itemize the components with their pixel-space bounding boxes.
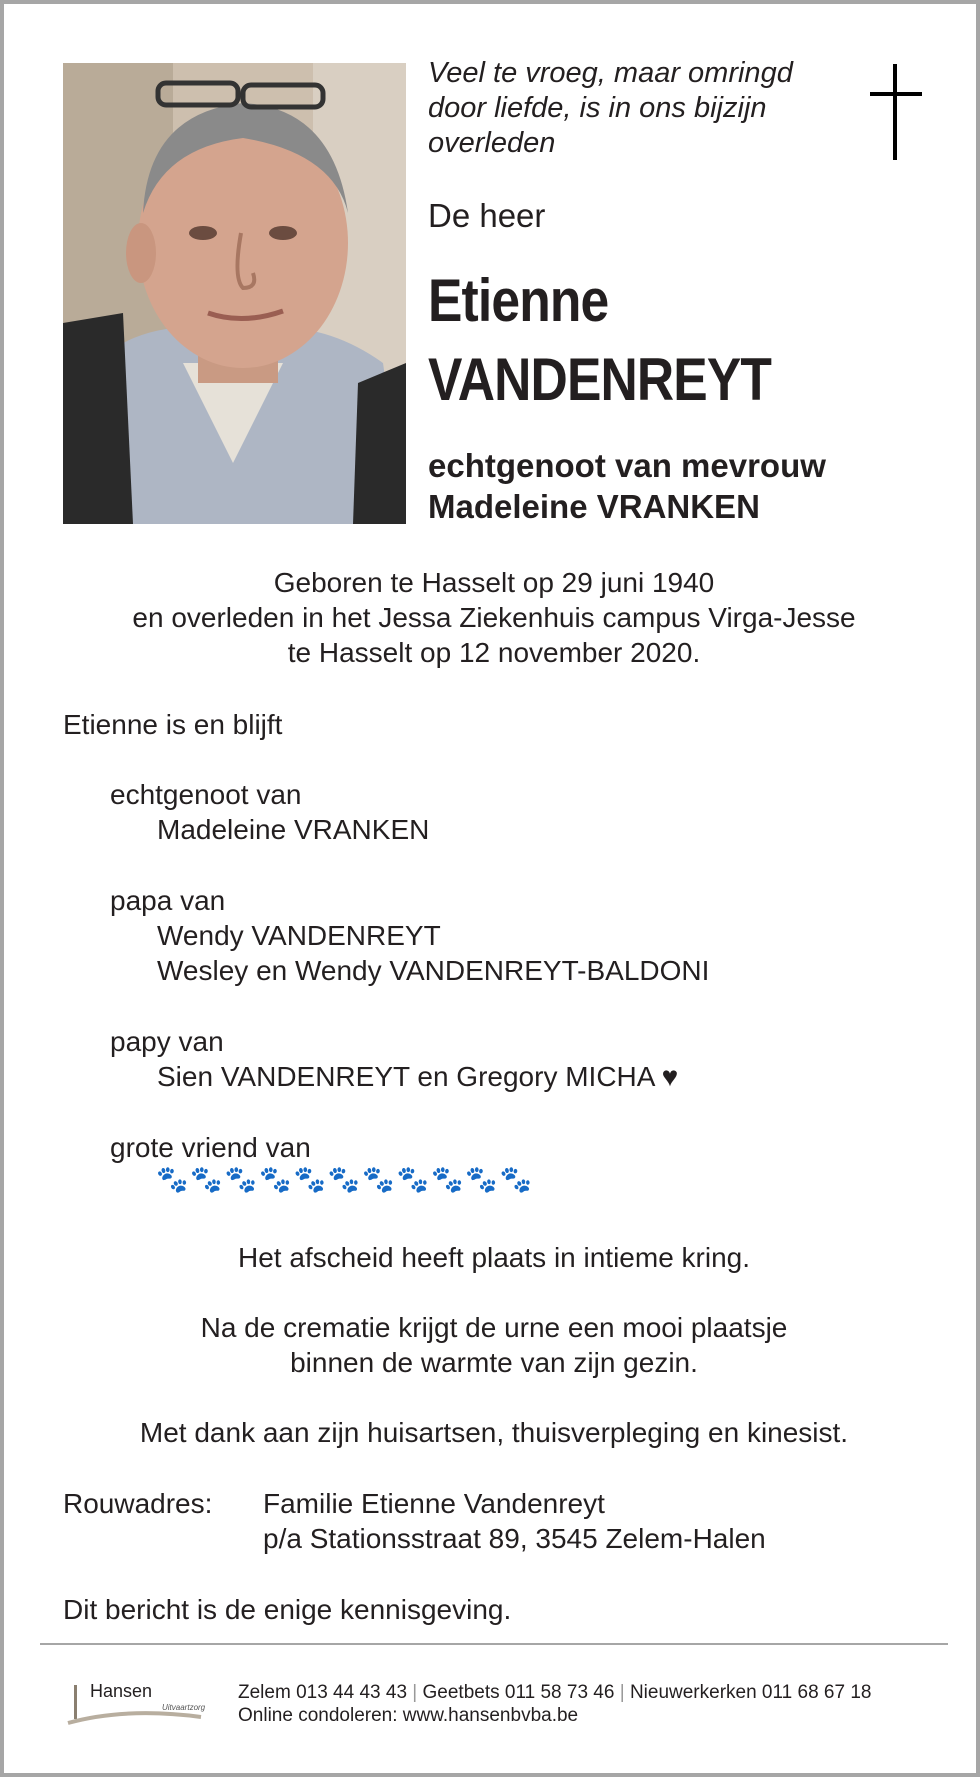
spouse-label: echtgenoot van <box>110 779 302 810</box>
spouse-line: Madeleine VRANKEN <box>428 488 760 525</box>
thanks-text: Met dank aan zijn huisartsen, thuisverpleging en kinesist. <box>139 1417 849 1448</box>
footer-separator: | <box>412 1682 418 1703</box>
intro-line: Veel te vroeg, maar omringd <box>428 57 793 89</box>
logo-name: Hansen <box>90 1681 153 1701</box>
phone-nieuwerkerken: Nieuwerkerken 011 68 67 18 <box>629 1682 872 1703</box>
honorific: De heer <box>428 197 546 234</box>
phone-geetbets: Geetbets 011 58 73 46 <box>422 1682 615 1703</box>
birth-death-info <box>63 565 925 670</box>
children-label: papa van <box>110 885 226 916</box>
grandchildren-names: Sien VANDENREYT en Gregory MICHA ♥ <box>157 1061 679 1092</box>
death-place-line: te Hasselt op 12 november 2020. <box>287 637 701 668</box>
portrait-illustration <box>63 63 406 524</box>
notice-text: Dit bericht is de enige kennisgeving. <box>63 1594 512 1625</box>
child-name: Wendy VANDENREYT <box>157 920 441 951</box>
spouse-heading <box>428 445 826 527</box>
cremation-text <box>63 1310 925 1380</box>
last-name: VANDENREYT <box>428 346 772 413</box>
cross-icon <box>866 64 926 164</box>
birth-line: Geboren te Hasselt op 29 juni 1940 <box>273 567 715 598</box>
logo-subtitle: Uitvaartzorg <box>162 1703 206 1712</box>
footer-separator: | <box>619 1682 625 1703</box>
intro-line: door liefde, is in ons bijzijn <box>428 92 767 124</box>
child-name: Wesley en Wendy VANDENREYT-BALDONI <box>157 955 710 986</box>
family-intro: Etienne is en blijft <box>63 709 283 740</box>
intro-text <box>428 56 848 161</box>
farewell-text: Het afscheid heeft plaats in intieme kring. <box>237 1242 751 1273</box>
phone-zelem: Zelem 013 44 43 43 <box>238 1682 408 1703</box>
address-label: Rouwadres: <box>63 1488 213 1519</box>
funeral-home-logo <box>66 1681 206 1731</box>
address-line1: Familie Etienne Vandenreyt <box>263 1488 605 1519</box>
paw-prints-icon: 🐾🐾🐾🐾🐾🐾🐾🐾🐾🐾🐾 <box>156 1164 535 1194</box>
footer-online[interactable]: Online condoleren: www.hansenbvba.be <box>238 1705 579 1726</box>
grandchildren-label: papy van <box>110 1026 224 1057</box>
portrait-photo <box>63 63 406 524</box>
address-line2: p/a Stationsstraat 89, 3545 Zelem-Halen <box>263 1523 766 1554</box>
intro-line: overleden <box>428 127 556 159</box>
cremation-line: binnen de warmte van zijn gezin. <box>290 1347 698 1378</box>
death-line: en overleden in het Jessa Ziekenhuis campus Virga-Jesse <box>132 602 856 633</box>
first-name: Etienne <box>428 267 609 334</box>
friend-label: grote vriend van <box>110 1132 311 1163</box>
cremation-line: Na de crematie krijgt de urne een mooi plaatsje <box>200 1312 788 1343</box>
footer-phones <box>238 1682 871 1704</box>
spouse-name: Madeleine VRANKEN <box>157 814 430 845</box>
spouse-line: echtgenoot van mevrouw <box>428 447 826 484</box>
footer-divider <box>40 1643 948 1645</box>
